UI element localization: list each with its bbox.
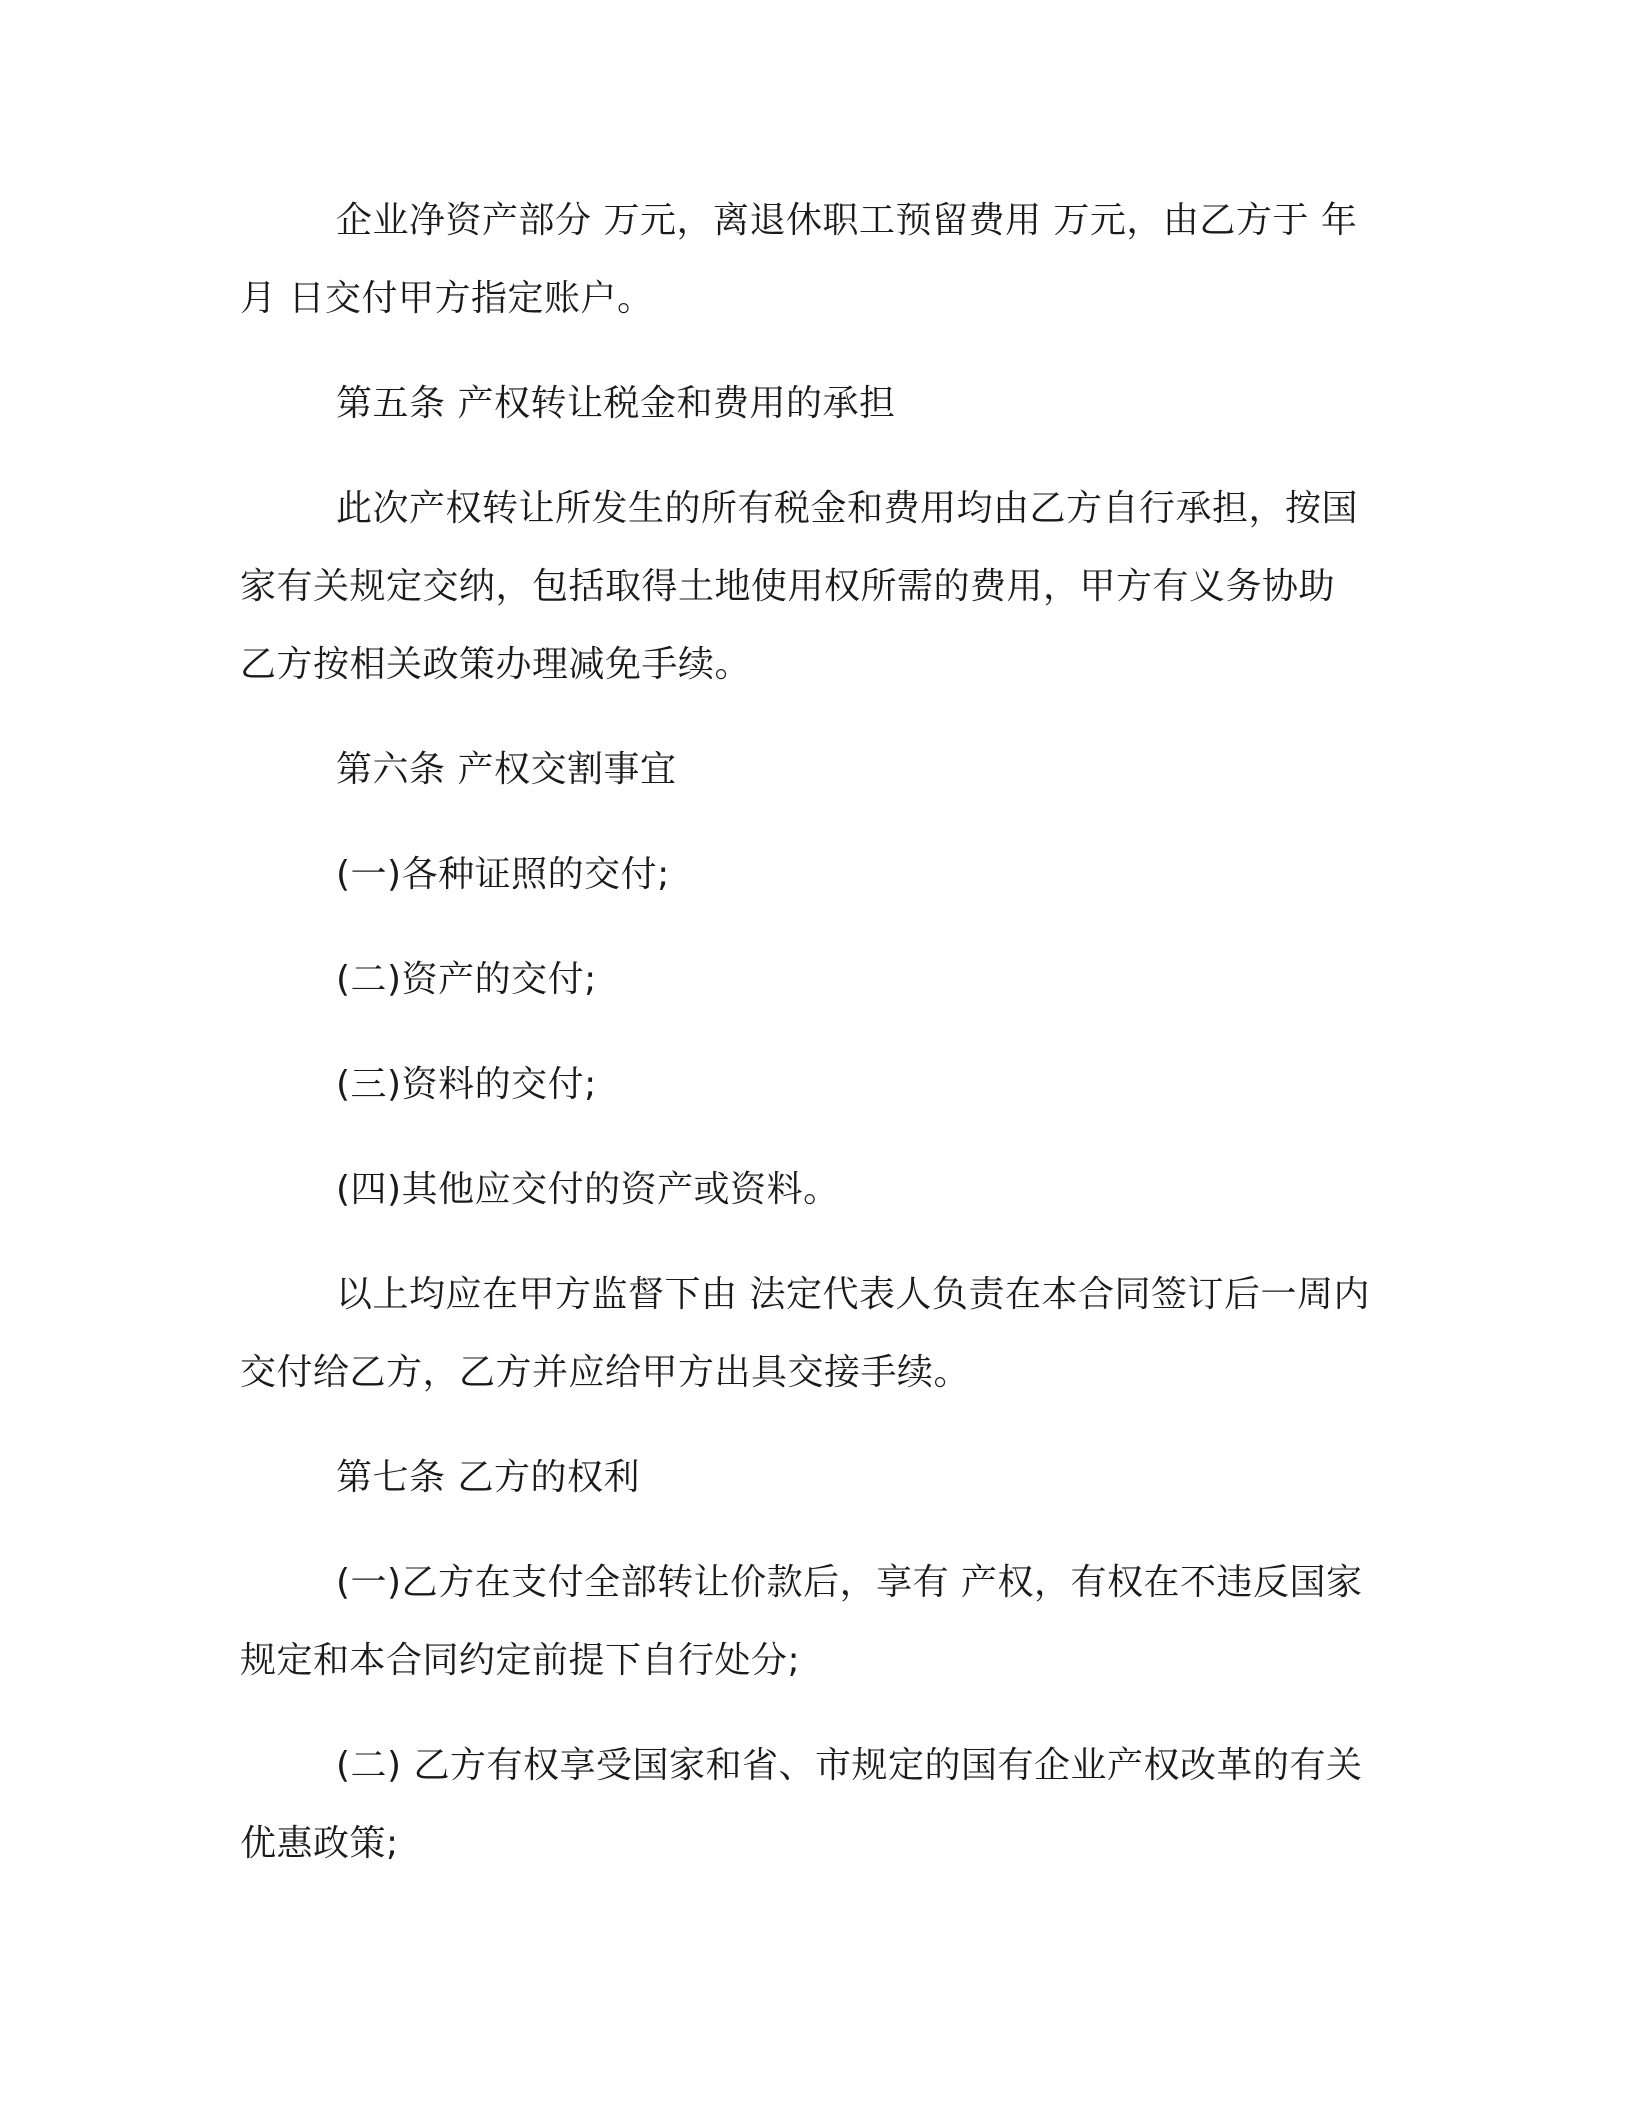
article-6-heading — [240, 731, 1392, 809]
text-line: (二)资产的交付; — [336, 959, 597, 1000]
list-item-property-rights — [240, 1544, 1392, 1700]
text-line: 规定和本合同约定前提下自行处分; — [240, 1640, 801, 1681]
list-item-assets — [240, 941, 1392, 1019]
text-line: (二) 乙方有权享受国家和省、市规定的国有企业产权改革的有关 — [336, 1745, 1363, 1786]
text-line: 企业净资产部分 万元，离退休职工预留费用 万元，由乙方于 年 — [336, 200, 1358, 241]
list-item-other — [240, 1151, 1392, 1229]
list-item-preferential-policies — [240, 1727, 1392, 1883]
list-item-licenses — [240, 836, 1392, 914]
text-line: 月 日交付甲方指定账户。 — [240, 278, 654, 319]
text-line: 此次产权转让所发生的所有税金和费用均由乙方自行承担，按国 — [336, 488, 1359, 529]
article-5-heading — [240, 365, 1392, 443]
paragraph-handover — [240, 1256, 1392, 1412]
text-line: (四)其他应交付的资产或资料。 — [336, 1169, 840, 1210]
article-7-heading — [240, 1439, 1392, 1517]
paragraph-taxes-and-fees — [240, 470, 1392, 704]
text-line: 第五条 产权转让税金和费用的承担 — [336, 383, 896, 424]
text-line: 乙方按相关政策办理减免手续。 — [240, 644, 752, 685]
text-line: 第六条 产权交割事宜 — [336, 749, 677, 790]
list-item-materials — [240, 1046, 1392, 1124]
paragraph-net-assets-payment — [240, 182, 1392, 338]
document-body — [240, 182, 1392, 1883]
text-line: 家有关规定交纳，包括取得土地使用权所需的费用，甲方有义务协助 — [240, 566, 1336, 607]
text-line: (一)各种证照的交付; — [336, 854, 670, 895]
text-line: 以上均应在甲方监督下由 法定代表人负责在本合同签订后一周内 — [336, 1274, 1370, 1315]
text-line: 交付给乙方，乙方并应给甲方出具交接手续。 — [240, 1352, 971, 1393]
text-line: (一)乙方在支付全部转让价款后，享有 产权，有权在不违反国家 — [336, 1562, 1363, 1603]
text-line: 第七条 乙方的权利 — [336, 1457, 640, 1498]
text-line: 优惠政策; — [240, 1823, 399, 1864]
text-line: (三)资料的交付; — [336, 1064, 597, 1105]
